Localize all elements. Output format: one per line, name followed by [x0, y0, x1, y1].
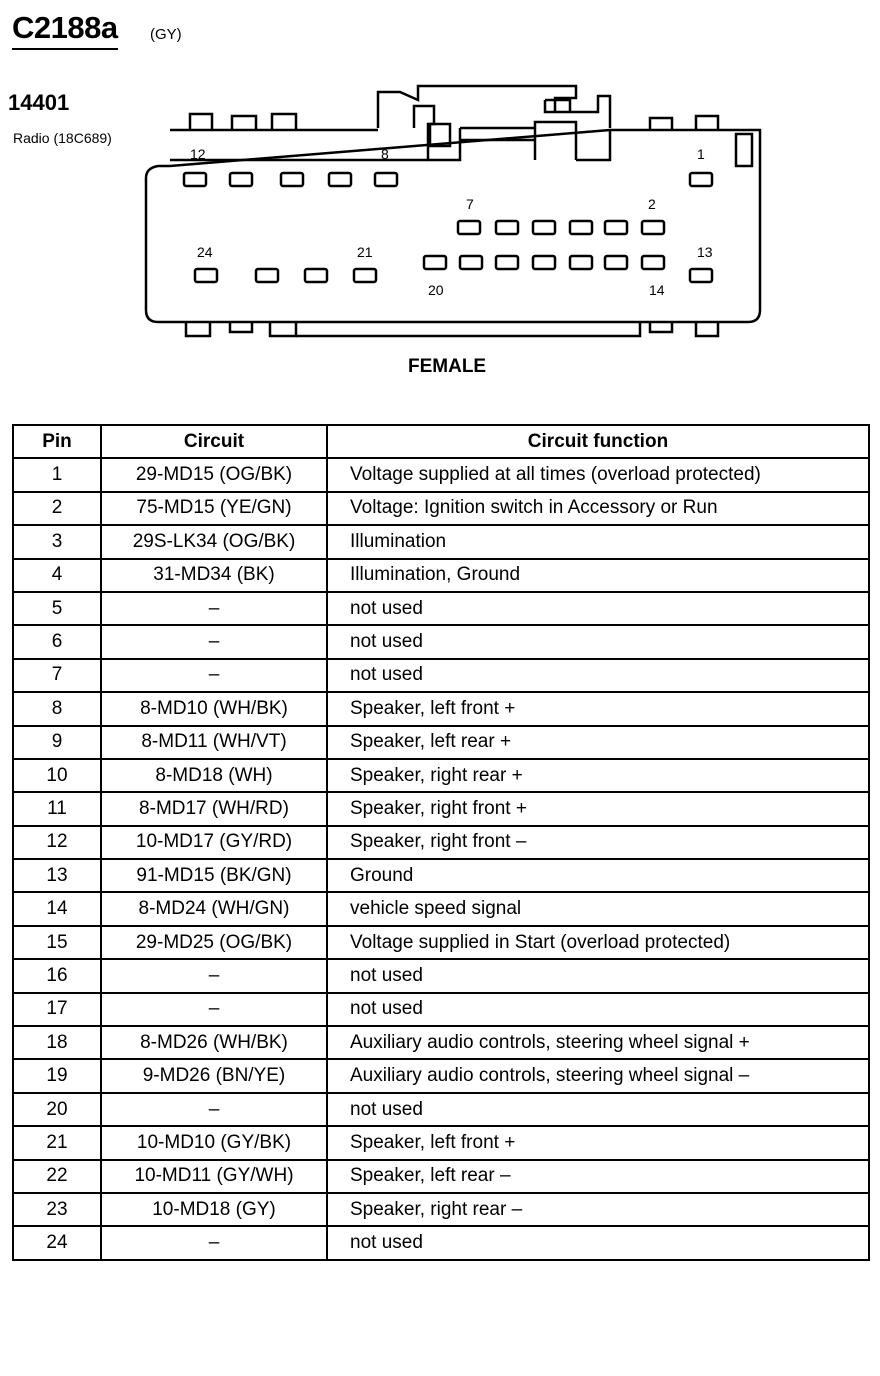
pin-cavity [256, 269, 278, 282]
pin-cell: 2 [13, 492, 101, 525]
pin-cell: 16 [13, 959, 101, 992]
function-cell: not used [327, 625, 869, 658]
pin-cavity [690, 269, 712, 282]
pin-cell: 15 [13, 926, 101, 959]
circuit-cell: 29-MD25 (OG/BK) [101, 926, 327, 959]
pin-cell: 21 [13, 1126, 101, 1159]
pin-cavity [570, 256, 592, 269]
bottom-tab [270, 322, 296, 336]
pin-cell: 22 [13, 1160, 101, 1193]
header-circuit: Circuit [101, 425, 327, 458]
circuit-cell: 75-MD15 (YE/GN) [101, 492, 327, 525]
pin-cell: 6 [13, 625, 101, 658]
function-cell: Speaker, left rear + [327, 726, 869, 759]
pin-row-top [184, 173, 712, 186]
pin-cell: 24 [13, 1226, 101, 1259]
function-cell: not used [327, 1226, 869, 1259]
pin-cell: 9 [13, 726, 101, 759]
pin-cavity [605, 256, 627, 269]
table-row [13, 625, 869, 658]
pinout-table [12, 424, 870, 1261]
pin-row-bottom [195, 256, 712, 282]
function-cell: Speaker, left front + [327, 1126, 869, 1159]
table-row [13, 792, 869, 825]
pin-label-7: 7 [466, 196, 474, 212]
pin-cell: 18 [13, 1026, 101, 1059]
table-row [13, 1059, 869, 1092]
pin-cell: 19 [13, 1059, 101, 1092]
function-cell: not used [327, 659, 869, 692]
pin-cavity [329, 173, 351, 186]
circuit-cell: – [101, 1226, 327, 1259]
function-cell: Speaker, right rear + [327, 759, 869, 792]
pin-cavity [281, 173, 303, 186]
function-cell: Speaker, left rear – [327, 1160, 869, 1193]
pin-label-8: 8 [381, 146, 389, 162]
table-row [13, 592, 869, 625]
function-cell: Auxiliary audio controls, steering wheel signal + [327, 1026, 869, 1059]
function-cell: Speaker, right rear – [327, 1193, 869, 1226]
table-row [13, 1193, 869, 1226]
function-cell: Voltage supplied in Start (overload protected) [327, 926, 869, 959]
pin-cavity [305, 269, 327, 282]
pin-row-middle [458, 221, 664, 234]
circuit-cell: 8-MD17 (WH/RD) [101, 792, 327, 825]
component-name: Radio (18C689) [13, 130, 112, 146]
function-cell: Illumination, Ground [327, 559, 869, 592]
table-row [13, 726, 869, 759]
pin-cell: 1 [13, 458, 101, 491]
connector-color: (GY) [150, 26, 182, 43]
pin-label-2: 2 [648, 196, 656, 212]
table-row [13, 692, 869, 725]
pin-cell: 10 [13, 759, 101, 792]
connector-id: C2188a [12, 12, 118, 50]
circuit-cell: 29-MD15 (OG/BK) [101, 458, 327, 491]
pin-cell: 13 [13, 859, 101, 892]
table-row [13, 1126, 869, 1159]
pin-cell: 12 [13, 826, 101, 859]
pin-cell: 5 [13, 592, 101, 625]
circuit-cell: 31-MD34 (BK) [101, 559, 327, 592]
circuit-cell: 8-MD11 (WH/VT) [101, 726, 327, 759]
function-cell: Auxiliary audio controls, steering wheel signal – [327, 1059, 869, 1092]
circuit-cell: – [101, 625, 327, 658]
pin-cavity [424, 256, 446, 269]
pinout-body [13, 458, 869, 1259]
circuit-cell: 10-MD11 (GY/WH) [101, 1160, 327, 1193]
pin-cavity [195, 269, 217, 282]
circuit-cell: – [101, 1093, 327, 1126]
circuit-cell: 9-MD26 (BN/YE) [101, 1059, 327, 1092]
circuit-cell: 8-MD10 (WH/BK) [101, 692, 327, 725]
pin-label-1: 1 [697, 146, 705, 162]
pin-cell: 23 [13, 1193, 101, 1226]
header-function: Circuit function [327, 425, 869, 458]
table-row [13, 458, 869, 491]
pin-cavity [184, 173, 206, 186]
table-row [13, 525, 869, 558]
bottom-tab [650, 322, 672, 332]
pin-label-13: 13 [697, 244, 713, 260]
table-row [13, 826, 869, 859]
table-header-row [13, 425, 869, 458]
table-row [13, 759, 869, 792]
pin-cavity [642, 256, 664, 269]
latch-block [545, 100, 570, 112]
top-tab [190, 114, 212, 130]
pin-cavity [605, 221, 627, 234]
pin-cell: 20 [13, 1093, 101, 1126]
circuit-cell: 91-MD15 (BK/GN) [101, 859, 327, 892]
pin-cavity [642, 221, 664, 234]
header-pin: Pin [13, 425, 101, 458]
function-cell: Ground [327, 859, 869, 892]
pin-cell: 7 [13, 659, 101, 692]
pin-cavity [570, 221, 592, 234]
circuit-cell: 8-MD24 (WH/GN) [101, 892, 327, 925]
circuit-cell: 10-MD10 (GY/BK) [101, 1126, 327, 1159]
latch-inner-right [535, 122, 576, 160]
pin-cavity [533, 256, 555, 269]
table-row [13, 959, 869, 992]
pin-cavity [460, 256, 482, 269]
table-row [13, 492, 869, 525]
circuit-cell: 29S-LK34 (OG/BK) [101, 525, 327, 558]
latch-inner-left [414, 106, 460, 160]
table-row [13, 926, 869, 959]
pin-cell: 8 [13, 692, 101, 725]
pin-cavity [533, 221, 555, 234]
circuit-cell: 10-MD17 (GY/RD) [101, 826, 327, 859]
pin-cavity [458, 221, 480, 234]
pin-cell: 14 [13, 892, 101, 925]
part-number: 14401 [8, 90, 70, 115]
pin-cell: 3 [13, 525, 101, 558]
circuit-cell: 8-MD18 (WH) [101, 759, 327, 792]
bottom-rail [296, 322, 640, 336]
pin-cell: 11 [13, 792, 101, 825]
pin-label-20: 20 [428, 282, 444, 298]
table-row [13, 1160, 869, 1193]
table-row [13, 1226, 869, 1259]
pin-cell: 4 [13, 559, 101, 592]
function-cell: not used [327, 1093, 869, 1126]
pin-cell: 17 [13, 993, 101, 1026]
top-tab [696, 116, 718, 130]
table-row [13, 659, 869, 692]
table-row [13, 1093, 869, 1126]
pin-cavity [354, 269, 376, 282]
function-cell: Illumination [327, 525, 869, 558]
pin-cavity [230, 173, 252, 186]
pin-label-14: 14 [649, 282, 665, 298]
circuit-cell: 10-MD18 (GY) [101, 1193, 327, 1226]
table-row [13, 993, 869, 1026]
function-cell: not used [327, 592, 869, 625]
top-tab [650, 118, 672, 130]
function-cell: vehicle speed signal [327, 892, 869, 925]
table-row [13, 859, 869, 892]
function-cell: not used [327, 993, 869, 1026]
function-cell: not used [327, 959, 869, 992]
pin-label-24: 24 [197, 244, 213, 260]
circuit-cell: – [101, 592, 327, 625]
pin-label-12: 12 [190, 146, 206, 162]
bottom-tab [230, 322, 252, 332]
function-cell: Speaker, right front – [327, 826, 869, 859]
table-row [13, 559, 869, 592]
function-cell: Voltage: Ignition switch in Accessory or Run [327, 492, 869, 525]
pin-cavity [375, 173, 397, 186]
circuit-cell: – [101, 659, 327, 692]
function-cell: Voltage supplied at all times (overload protected) [327, 458, 869, 491]
function-cell: Speaker, right front + [327, 792, 869, 825]
view-label: FEMALE [408, 356, 487, 377]
circuit-cell: – [101, 959, 327, 992]
function-cell: Speaker, left front + [327, 692, 869, 725]
top-tab [272, 114, 296, 130]
pin-cavity [496, 221, 518, 234]
pin-label-21: 21 [357, 244, 373, 260]
pin-cavity [496, 256, 518, 269]
circuit-cell: – [101, 993, 327, 1026]
circuit-cell: 8-MD26 (WH/BK) [101, 1026, 327, 1059]
top-tab [232, 116, 256, 130]
side-latch [736, 134, 752, 166]
table-row [13, 892, 869, 925]
bottom-tab [696, 322, 718, 336]
table-row [13, 1026, 869, 1059]
pin-cavity [690, 173, 712, 186]
bottom-tab [186, 322, 210, 336]
connector-face-diagram [0, 0, 880, 400]
